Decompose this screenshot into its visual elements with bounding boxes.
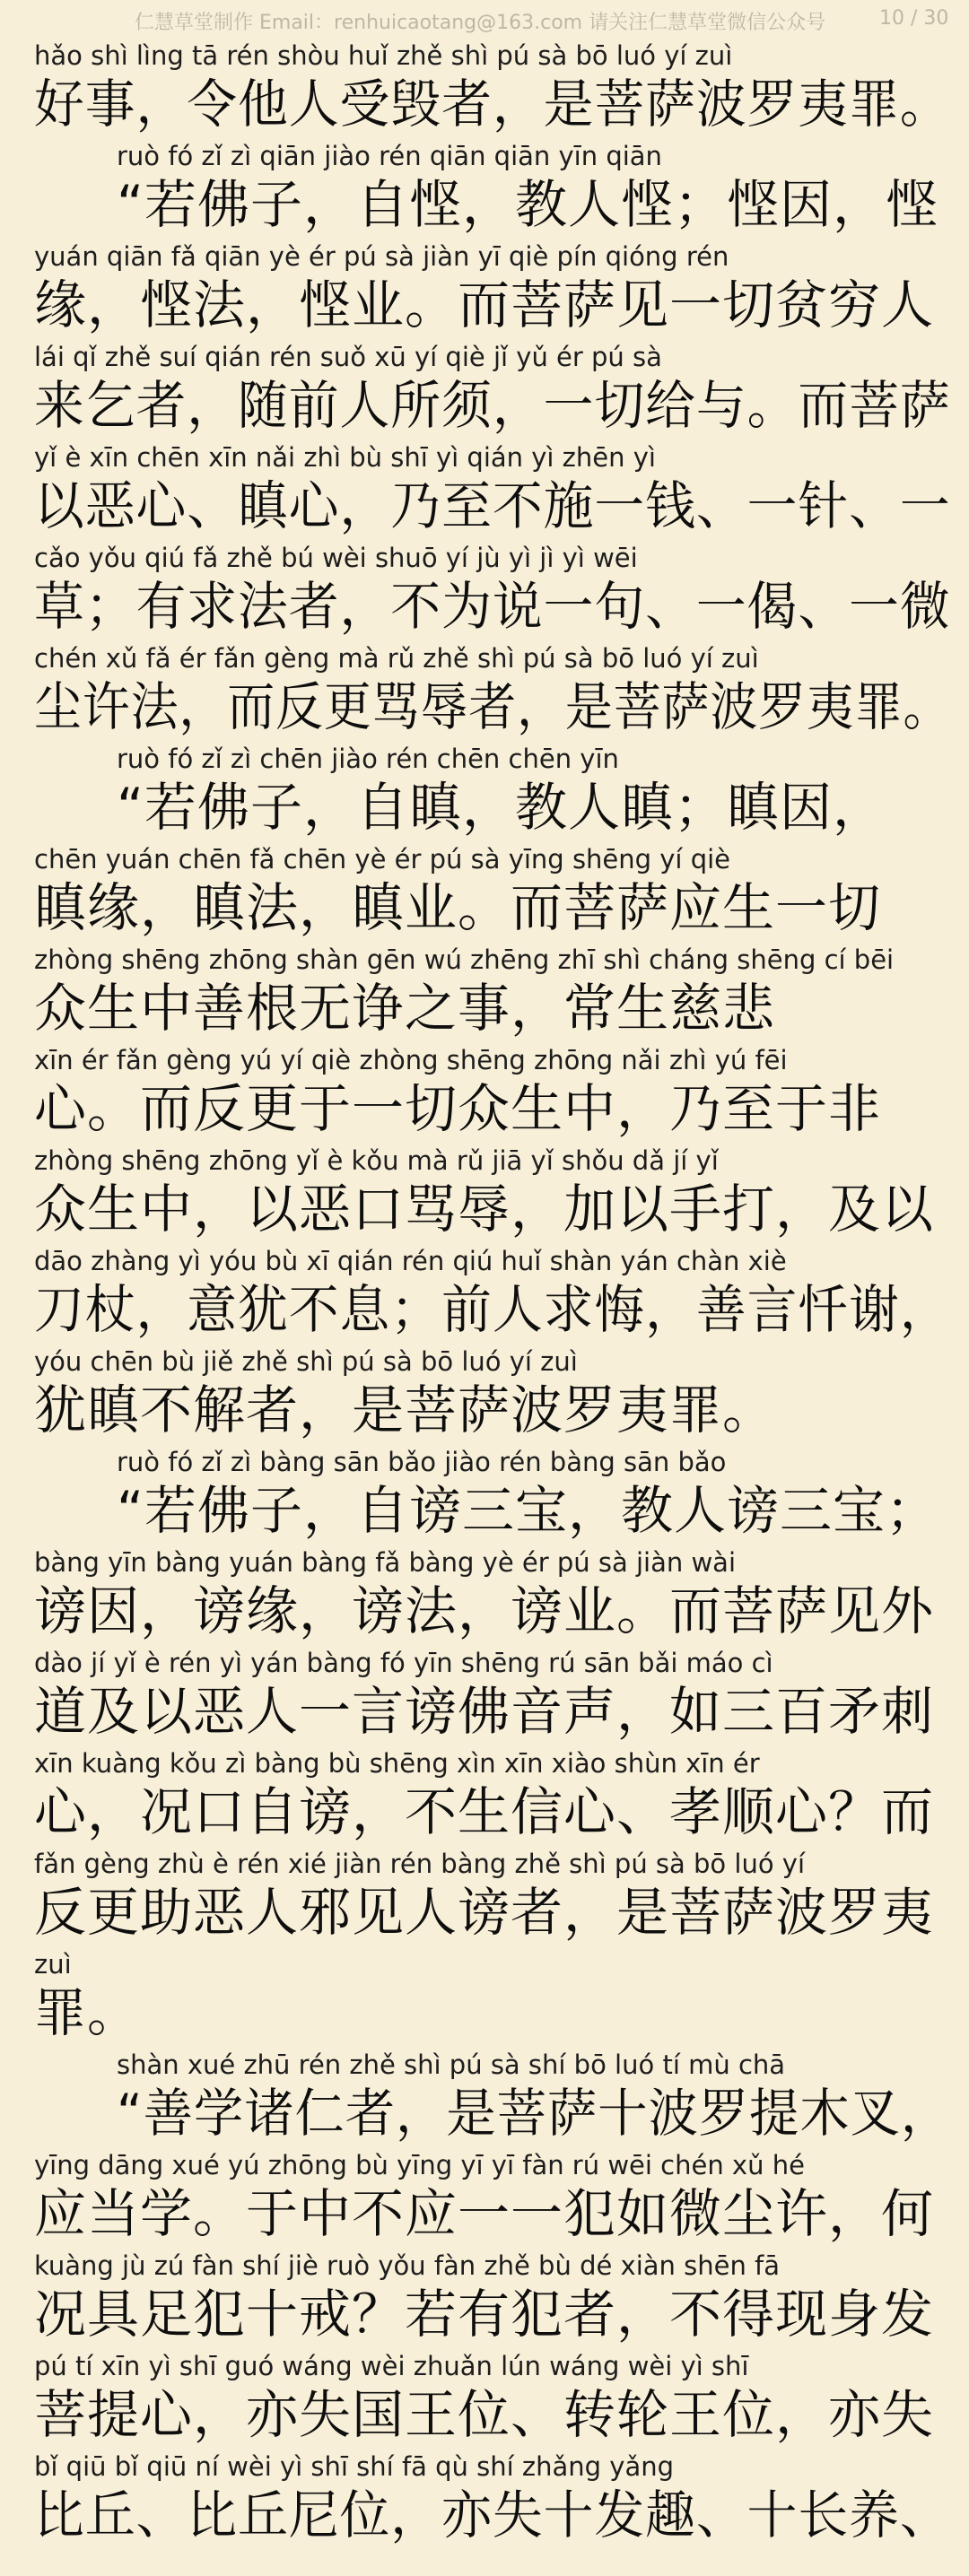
hanzi-line: 道及以恶人一言谤佛音声，如三百矛刺 <box>34 1681 935 1742</box>
pinyin-line: zhòng shēng zhōng shàn gēn wú zhēng zhī shì cháng shēng cí bēi <box>34 944 895 975</box>
pinyin-line: zuì <box>34 1949 72 1980</box>
pinyin-line: zhòng shēng zhōng yǐ è kǒu mà rǔ jiā yǐ shǒu dǎ jí yǐ <box>34 1145 719 1176</box>
text-line <box>0 439 969 540</box>
text-line <box>0 2449 969 2549</box>
text-line <box>0 2348 969 2449</box>
hanzi-line: 罪。 <box>34 1982 141 2043</box>
hanzi-line: 刀杖，意犹不息；前人求悔，善言忏谢， <box>34 1279 951 1340</box>
scripture-text <box>0 38 969 2549</box>
hanzi-line: 来乞者，随前人所须，一切给与。而菩萨 <box>34 375 951 436</box>
pinyin-line: hǎo shì lìng tā rén shòu huǐ zhě shì pú sà bō luó yí zuì <box>34 40 733 71</box>
text-line <box>0 2147 969 2248</box>
hanzi-line: “若佛子，自悭，教人悭；悭因，悭 <box>117 174 939 235</box>
hanzi-line: 心。而反更于一切众生中，乃至于非 <box>34 1078 882 1139</box>
text-line <box>0 2047 969 2147</box>
text-line <box>0 1745 969 1846</box>
header-credit-text: 仁慧草堂制作 Email：renhuicaotang@163.com 请关注仁慧草堂微信公众号 <box>135 12 826 34</box>
text-line <box>0 339 969 439</box>
hanzi-line: 心，况口自谤，不生信心、孝顺心？而 <box>34 1781 935 1842</box>
pinyin-line: yóu chēn bù jiě zhě shì pú sà bō luó yí zuì <box>34 1346 578 1377</box>
hanzi-line: 众生中，以恶口骂辱，加以手打，及以 <box>34 1179 935 1240</box>
hanzi-line: “若佛子，自瞋，教人瞋；瞋因， <box>117 777 886 838</box>
text-line <box>0 1042 969 1143</box>
text-line <box>0 640 969 741</box>
hanzi-line: 菩提心，亦失国王位、转轮王位，亦失 <box>34 2384 935 2445</box>
pinyin-line: lái qǐ zhě suí qián rén suǒ xū yí qiè jǐ yǔ ér pú sà <box>34 342 662 372</box>
text-line <box>0 1946 969 2047</box>
pinyin-line: fǎn gèng zhù è rén xié jiàn rén bàng zhě shì pú sà bō luó yí <box>34 1849 806 1879</box>
hanzi-line: 瞋缘，瞋法，瞋业。而菩萨应生一切 <box>34 877 882 938</box>
pinyin-line: chēn yuán chēn fǎ chēn yè ér pú sà yīng shēng yí qiè <box>34 844 731 875</box>
pinyin-line: kuàng jù zú fàn shí jiè ruò yǒu fàn zhě bù dé xiàn shēn fā <box>34 2250 781 2281</box>
hanzi-line: 草；有求法者，不为说一句、一偈、一微 <box>34 576 951 637</box>
hanzi-line: 应当学。于中不应一一犯如微尘许，何 <box>34 2183 935 2244</box>
pinyin-line: bàng yīn bàng yuán bàng fǎ bàng yè ér pú sà jiàn wài <box>34 1547 737 1578</box>
text-line <box>0 138 969 239</box>
text-line <box>0 540 969 640</box>
hanzi-line: 好事，令他人受毁者，是菩萨波罗夷罪。 <box>34 74 951 135</box>
text-line <box>0 2248 969 2348</box>
pinyin-line: xīn ér fǎn gèng yú yí qiè zhòng shēng zhōng nǎi zhì yú fēi <box>34 1045 788 1075</box>
hanzi-line: 谤因，谤缘，谤法，谤业。而菩萨见外 <box>34 1580 935 1641</box>
hanzi-line: 众生中善根无诤之事，常生慈悲 <box>34 978 776 1039</box>
pinyin-line: xīn kuàng kǒu zì bàng bù shēng xìn xīn xiào shùn xīn ér <box>34 1748 760 1779</box>
text-line <box>0 1645 969 1745</box>
text-line <box>0 1243 969 1344</box>
pinyin-line: ruò fó zǐ zì bàng sān bǎo jiào rén bàng sān bǎo <box>117 1447 727 1477</box>
text-line <box>0 1344 969 1444</box>
text-line <box>0 841 969 942</box>
text-line <box>0 239 969 339</box>
hanzi-line: 尘许法，而反更骂辱者，是菩萨波罗夷罪。 <box>34 676 952 737</box>
hanzi-line: 况具足犯十戒？若有犯者，不得现身发 <box>34 2284 935 2345</box>
page-number: 10 / 30 <box>879 7 949 30</box>
pinyin-line: pú tí xīn yì shī guó wáng wèi zhuǎn lún wáng wèi yì shī <box>34 2351 749 2381</box>
text-line <box>0 1846 969 1946</box>
text-line <box>0 942 969 1042</box>
pinyin-line: chén xǔ fǎ ér fǎn gèng mà rǔ zhě shì pú sà bō luó yí zuì <box>34 643 759 674</box>
hanzi-line: “善学诸仁者，是菩萨十波罗提木叉， <box>117 2083 952 2144</box>
pinyin-line: bǐ qiū bǐ qiū ní wèi yì shī shí fā qù shí zhǎng yǎng <box>34 2451 675 2482</box>
text-line <box>0 741 969 841</box>
text-line <box>0 1444 969 1545</box>
pinyin-line: yīng dāng xué yú zhōng bù yīng yī yī fàn rú wēi chén xǔ hé <box>34 2150 805 2180</box>
hanzi-line: 比丘、比丘尼位，亦失十发趣、十长养、 <box>34 2485 951 2546</box>
pinyin-line: yǐ è xīn chēn xīn nǎi zhì bù shī yì qián yì zhēn yì <box>34 442 656 473</box>
hanzi-line: “若佛子，自谤三宝，教人谤三宝； <box>117 1480 939 1541</box>
hanzi-line: 犹瞋不解者，是菩萨波罗夷罪。 <box>34 1379 776 1440</box>
hanzi-line: 反更助恶人邪见人谤者，是菩萨波罗夷 <box>34 1882 935 1943</box>
pinyin-line: ruò fó zǐ zì qiān jiào rén qiān qiān yīn qiān <box>117 141 662 171</box>
pinyin-line: cǎo yǒu qiú fǎ zhě bú wèi shuō yí jù yì jì yì wēi <box>34 543 638 573</box>
text-line <box>0 1143 969 1243</box>
hanzi-line: 以恶心、瞋心，乃至不施一钱、一针、一 <box>34 475 951 536</box>
pinyin-line: shàn xué zhū rén zhě shì pú sà shí bō luó tí mù chā <box>117 2049 786 2080</box>
text-line <box>0 38 969 138</box>
page-header <box>0 2 969 38</box>
pinyin-line: ruò fó zǐ zì chēn jiào rén chēn chēn yīn <box>117 744 619 774</box>
text-line <box>0 1545 969 1645</box>
hanzi-line: 缘，悭法，悭业。而菩萨见一切贫穷人 <box>34 274 935 335</box>
pinyin-line: dāo zhàng yì yóu bù xī qián rén qiú huǐ shàn yán chàn xiè <box>34 1246 787 1276</box>
pinyin-line: yuán qiān fǎ qiān yè ér pú sà jiàn yī qiè pín qióng rén <box>34 241 729 272</box>
pinyin-line: dào jí yǐ è rén yì yán bàng fó yīn shēng rú sān bǎi máo cì <box>34 1648 773 1678</box>
